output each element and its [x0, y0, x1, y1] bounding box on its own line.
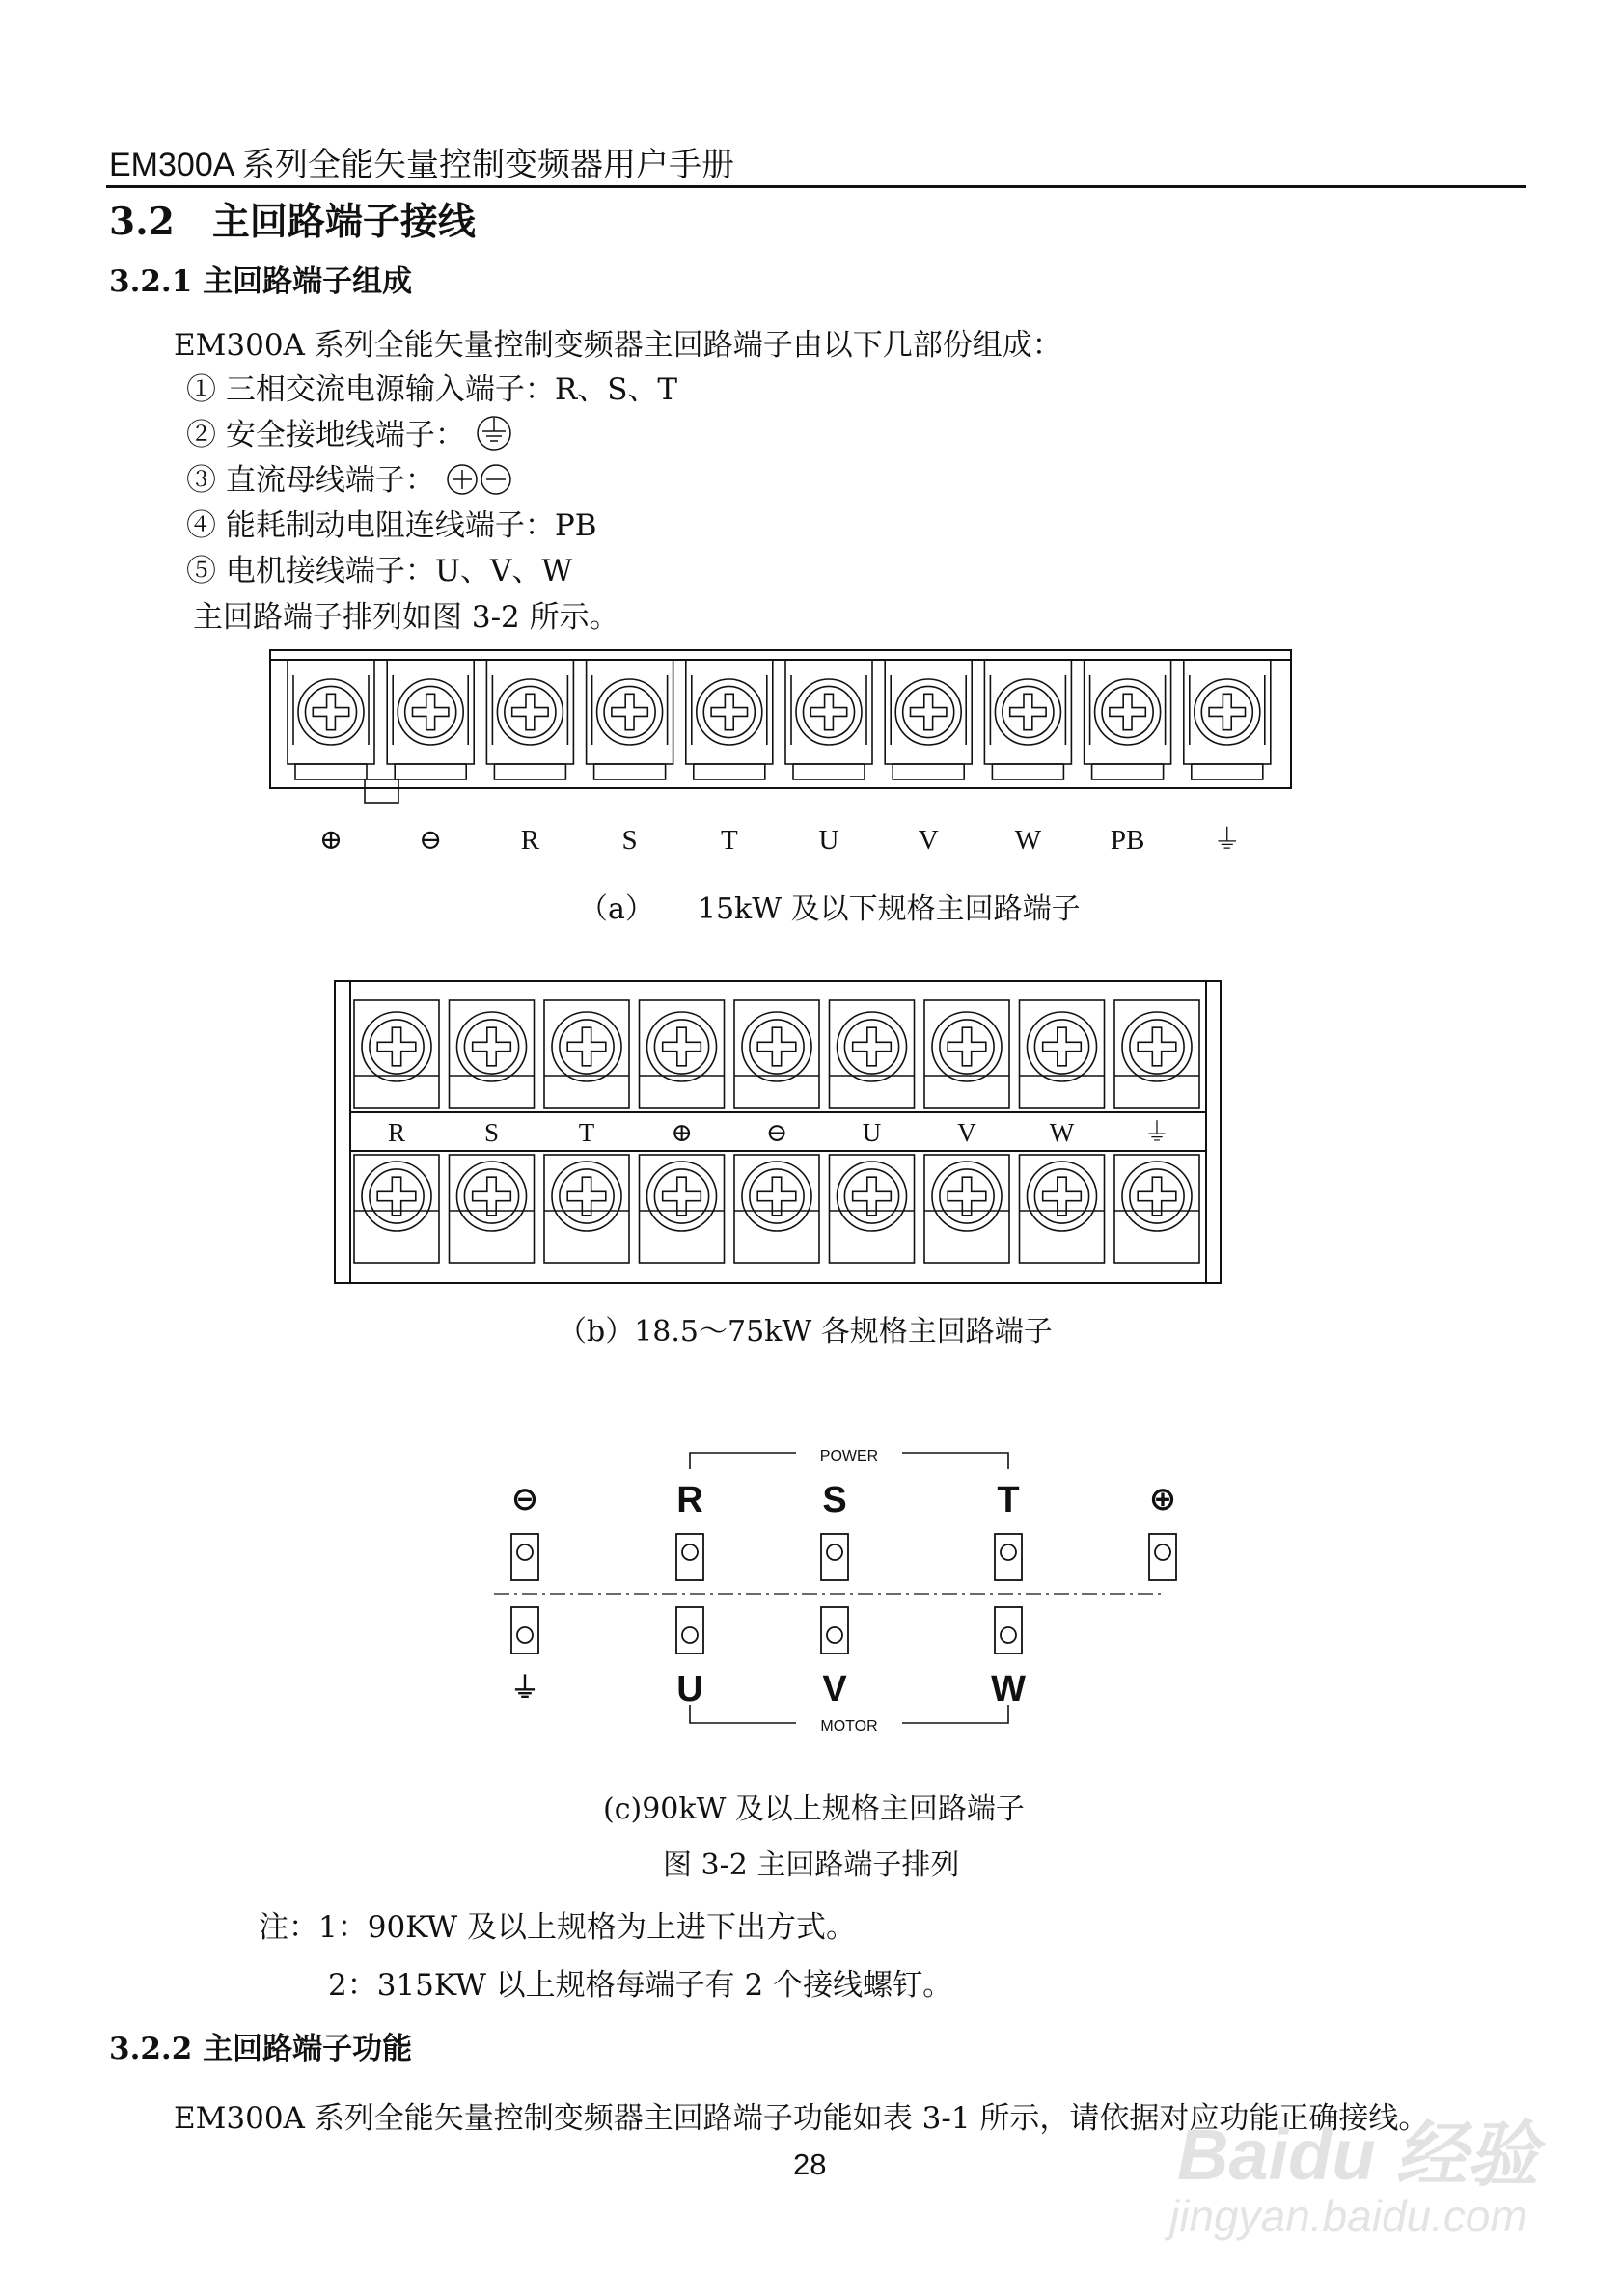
terminal-top — [354, 1000, 439, 1108]
figure-b-terminal-block — [333, 979, 1225, 1288]
terminal-label: U — [676, 1669, 703, 1709]
terminal-bottom — [511, 1607, 538, 1654]
list-item — [186, 410, 513, 453]
terminal-top — [1114, 1000, 1199, 1108]
terminal-bottom — [1020, 1155, 1105, 1263]
terminal-label: ⏚ — [1213, 825, 1242, 856]
list-item: ① 三相交流电源输入端子：R、S、T — [186, 372, 678, 407]
figure-caption: 图 3-2 主回路端子排列 — [663, 1848, 960, 1882]
terminal-label: V — [957, 1118, 976, 1147]
screw-icon — [647, 1162, 717, 1231]
watermark-url: jingyan.baidu.com — [1169, 2191, 1527, 2241]
terminal-label: PB — [1110, 825, 1145, 856]
subsection-title-2: 3.2.2 主回路端子功能 — [109, 2032, 413, 2066]
power-label: POWER — [819, 1448, 879, 1464]
screw-icon — [497, 679, 563, 745]
screw-icon — [1095, 679, 1161, 745]
terminal-label: U — [862, 1118, 882, 1147]
screw-icon — [895, 679, 961, 745]
screw-icon — [298, 679, 364, 745]
list-item: ④ 能耗制动电阻连线端子：PB — [186, 508, 597, 543]
bus-bar — [365, 779, 398, 803]
screw-icon — [1028, 1162, 1097, 1231]
terminal-label: W — [1014, 825, 1042, 856]
terminal-label: S — [483, 1118, 500, 1147]
caption-a: （a） 15kW 及以下规格主回路端子 — [579, 892, 1081, 926]
caption-c: (c)90kW 及以上规格主回路端子 — [603, 1792, 1025, 1826]
terminal-bottom — [354, 1155, 439, 1263]
note-1: 注：1：90KW 及以上规格为上进下出方式。 — [259, 1910, 856, 1945]
motor-label: MOTOR — [820, 1718, 878, 1735]
screw-icon — [995, 679, 1060, 745]
terminal-top — [640, 1000, 725, 1108]
terminal-label: ⊕ — [318, 825, 343, 856]
terminal-top — [511, 1534, 538, 1580]
section-title: 3.2 主回路端子接线 — [109, 200, 476, 244]
terminal-top — [544, 1000, 629, 1108]
header-title: EM300A 系列全能矢量控制变频器用户手册 — [109, 147, 734, 183]
terminal-top — [450, 1000, 535, 1108]
terminal — [387, 660, 474, 779]
dc-plus-minus-icon — [445, 461, 514, 498]
intro-paragraph: EM300A 系列全能矢量控制变频器主回路端子由以下几部份组成： — [174, 328, 1062, 363]
terminal-top — [821, 1534, 848, 1580]
terminal — [587, 660, 673, 779]
page-number: 28 — [793, 2147, 827, 2181]
terminal-label: U — [818, 825, 839, 856]
terminal-label: ⊖ — [419, 825, 443, 856]
screw-icon — [1195, 679, 1260, 745]
screw-icon — [697, 679, 762, 745]
terminal-label: S — [621, 825, 638, 856]
terminal-label: ⏚ — [1143, 1118, 1170, 1147]
terminal-label: ⊕ — [1148, 1481, 1177, 1517]
list-item-text: ③ 直流母线端子： — [186, 463, 435, 498]
terminal-top — [1020, 1000, 1105, 1108]
terminal-label: ⊖ — [765, 1118, 788, 1147]
terminal-label: ⊖ — [510, 1481, 539, 1517]
screw-icon — [1122, 1012, 1192, 1081]
screw-icon — [838, 1012, 907, 1081]
terminal — [785, 660, 872, 779]
figure-a-terminal-block — [268, 648, 1296, 870]
note-2: 2：315KW 以上规格每端子有 2 个接线螺钉。 — [328, 1968, 953, 2003]
terminal-label: R — [676, 1480, 703, 1520]
screw-icon — [932, 1162, 1002, 1231]
terminal-bottom — [450, 1155, 535, 1263]
terminal-top — [1149, 1534, 1176, 1580]
screw-icon — [362, 1012, 431, 1081]
screw-icon — [1122, 1162, 1192, 1231]
terminal-bottom — [924, 1155, 1009, 1263]
header-rule — [106, 185, 1526, 188]
terminal-bottom — [544, 1155, 629, 1263]
terminal-bottom — [1114, 1155, 1199, 1263]
figure-c-terminal-block — [482, 1437, 1177, 1746]
list-item — [186, 455, 514, 499]
screw-icon — [362, 1162, 431, 1231]
terminal-bottom — [676, 1607, 703, 1654]
function-paragraph: EM300A 系列全能矢量控制变频器主回路端子功能如表 3-1 所示，请依据对应功能正确接线。 — [174, 2101, 1429, 2136]
terminal-bottom — [995, 1607, 1022, 1654]
terminal — [486, 660, 573, 779]
terminal-top — [734, 1000, 819, 1108]
caption-b: （b）18.5～75kW 各规格主回路端子 — [558, 1315, 1053, 1349]
watermark-logo: Baidu 经验 — [1177, 2115, 1539, 2195]
terminal-label: T — [578, 1118, 595, 1147]
screw-icon — [796, 679, 862, 745]
terminal-label: ⊕ — [671, 1118, 693, 1147]
terminal-label: S — [822, 1480, 847, 1520]
terminal-label: T — [997, 1480, 1020, 1520]
terminal-label: W — [1049, 1118, 1075, 1147]
terminal — [1085, 660, 1171, 779]
terminal-top — [676, 1534, 703, 1580]
screw-icon — [1028, 1012, 1097, 1081]
terminal — [288, 660, 374, 779]
screw-icon — [457, 1162, 527, 1231]
screw-icon — [932, 1012, 1002, 1081]
terminal-bottom — [640, 1155, 725, 1263]
screw-icon — [457, 1012, 527, 1081]
terminal-label: R — [387, 1118, 406, 1147]
list-item: ⑤ 电机接线端子：U、V、W — [186, 554, 573, 588]
terminal-label: ⏚ — [510, 1673, 539, 1705]
ground-icon — [475, 414, 513, 452]
screw-icon — [742, 1012, 811, 1081]
screw-icon — [647, 1012, 717, 1081]
terminal-label: W — [991, 1669, 1026, 1709]
screw-icon — [742, 1162, 811, 1231]
terminal-label: R — [520, 825, 540, 856]
terminal-bottom — [734, 1155, 819, 1263]
subsection-title-1: 3.2.1 主回路端子组成 — [109, 264, 413, 299]
terminal — [686, 660, 773, 779]
list-item-text: ② 安全接地线端子： — [186, 418, 465, 452]
terminal-bottom — [821, 1607, 848, 1654]
terminal-top — [830, 1000, 915, 1108]
screw-icon — [838, 1162, 907, 1231]
terminal-bottom — [830, 1155, 915, 1263]
terminal-label: V — [918, 825, 939, 856]
terminal — [1184, 660, 1271, 779]
terminal — [984, 660, 1071, 779]
terminal-top — [924, 1000, 1009, 1108]
screw-icon — [597, 679, 663, 745]
terminal-label: T — [720, 825, 738, 856]
terminal-top — [995, 1534, 1022, 1580]
screw-icon — [552, 1162, 621, 1231]
terminal-label: V — [822, 1669, 847, 1709]
arrangement-text: 主回路端子排列如图 3-2 所示。 — [193, 600, 619, 635]
terminal — [885, 660, 972, 779]
screw-icon — [398, 679, 463, 745]
screw-icon — [552, 1012, 621, 1081]
